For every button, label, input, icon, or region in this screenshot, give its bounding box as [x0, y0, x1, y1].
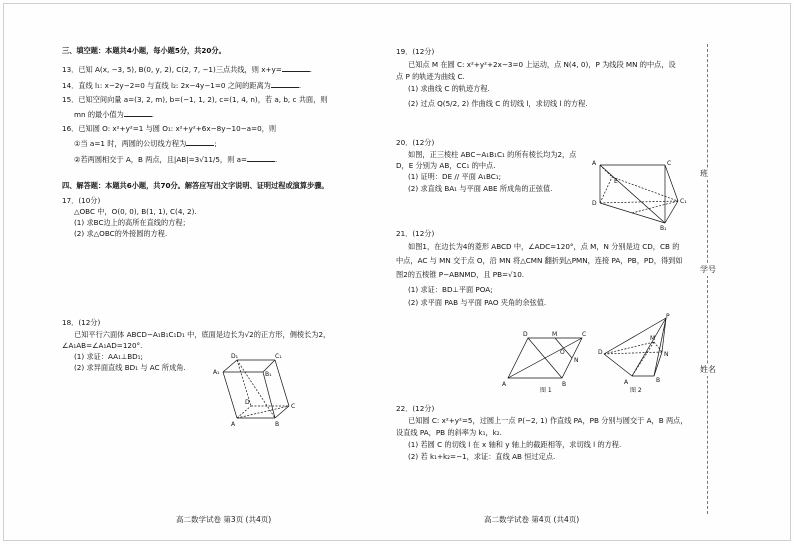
question-22-text-cont: 设直线 PA，PB 的斜率为 k₁，k₂. [396, 428, 502, 437]
page-4 [390, 0, 708, 544]
question-14: 14．直线 l₁: x−2y−2=0 与直线 l₂: 2x−4y−1=0 之间的距离为 . [62, 81, 302, 90]
question-17-part2: (2) 求△OBC的外接圆的方程. [74, 229, 168, 238]
svg-text:D₁: D₁ [231, 353, 239, 360]
question-16-part1: ①当 a=1 时，两圆的公切线方程为 ; [74, 139, 217, 148]
svg-text:B₁: B₁ [660, 225, 667, 230]
question-19-text: 已知点 M 在圆 C: x²+y²+2x−3=0 上运动，点 N(4, 0)，P 为线段 MN 的中点，设 [408, 60, 676, 69]
question-20-text-cont: D，E 分别为 AB，CC₁ 的中点. [396, 161, 496, 170]
question-18-text-cont: ∠A₁AB=∠A₁AD=120°. [62, 341, 143, 350]
svg-text:A: A [624, 379, 629, 386]
question-15: 15．已知空间向量 a=(3, 2, m), b=(−1, 1, 2), c=(1, 4, n)，若 a, b, c 共面，则 [62, 95, 328, 104]
seal-label-name: 姓名 [700, 365, 716, 374]
page-3 [0, 0, 390, 544]
question-19: 19．(12分) [396, 47, 435, 56]
question-21: 21．(12分) [396, 229, 435, 238]
question-19-part2: (2) 过点 Q(5/2, 2) 作曲线 C 的切线 l，求切线 l 的方程. [408, 99, 588, 108]
svg-text:N: N [664, 351, 669, 358]
svg-text:B: B [656, 377, 661, 384]
svg-text:M: M [650, 335, 656, 342]
parallelepiped-figure [205, 350, 305, 430]
question-21-text-cont2: 图2的五棱锥 P−ABNMD，且 PB=√10. [396, 270, 525, 279]
figure-2-caption: 图 2 [630, 387, 642, 394]
question-21-text: 如图1，在边长为4的菱形 ABCD 中，∠ADC=120°，点 M，N 分别是边 CD，CB 的 [408, 242, 680, 251]
svg-text:D: D [523, 331, 528, 338]
rhombus-figure-1 [498, 328, 598, 393]
svg-text:N: N [574, 357, 579, 364]
svg-text:C: C [667, 160, 672, 167]
question-15-cont: mn 的最小值为 . [74, 110, 155, 119]
question-22: 22．(12分) [396, 404, 435, 413]
svg-text:A₁: A₁ [213, 369, 220, 376]
svg-text:C: C [582, 331, 587, 338]
svg-text:A: A [592, 160, 597, 167]
svg-text:B₁: B₁ [265, 371, 272, 378]
question-22-part2: (2) 若 k₁+k₂=−1，求证：直线 AB 恒过定点. [408, 452, 556, 461]
svg-text:B: B [275, 421, 280, 428]
question-18-text: 已知平行六面体 ABCD−A₁B₁C₁D₁ 中，底面是边长为√2的正方形，侧棱长为2， [74, 330, 331, 339]
question-21-part1: (1) 求证：BD⊥平面 POA; [408, 285, 493, 294]
seal-label-id: 学号 [700, 265, 716, 274]
question-16: 16．已知圆 O: x²+y²=1 与圆 O₁: x²+y²+6x−8y−10−a=0，则 [62, 124, 277, 133]
svg-text:O: O [560, 349, 565, 356]
seal-label-class: 班 [700, 169, 708, 178]
question-22-part1: (1) 若圆 C 的切线 l 在 x 轴和 y 轴上的截距相等，求切线 l 的方程. [408, 440, 622, 449]
pyramid-figure-2 [598, 312, 678, 394]
svg-text:D: D [245, 399, 250, 406]
question-17-part1: (1) 求BC边上的高所在直线的方程； [74, 218, 190, 227]
question-20-text: 如图，正三棱柱 ABC−A₁B₁C₁ 的所有棱长均为2，点 [408, 150, 577, 159]
svg-text:A: A [231, 421, 236, 428]
svg-text:E: E [614, 178, 618, 185]
question-19-part1: (1) 求曲线 C 的轨迹方程. [408, 84, 490, 93]
question-21-part2: (2) 求平面 PAB 与平面 PAO 夹角的余弦值. [408, 298, 547, 307]
question-18-part1: (1) 求证：AA₁⊥BD₁; [74, 352, 143, 361]
question-20: 20．(12分) [396, 138, 435, 147]
question-13: 13．已知 A(x, −3, 5), B(0, y, 2), C(2, 7, −1)三点共线，则 x+y= . [62, 65, 313, 74]
question-19-text-cont: 点 P 的轨迹为曲线 C. [396, 72, 465, 81]
svg-text:B: B [562, 381, 567, 388]
prism-figure [590, 155, 690, 230]
svg-text:M: M [552, 331, 558, 338]
svg-text:C₁: C₁ [275, 353, 282, 360]
svg-text:D: D [598, 349, 603, 356]
svg-text:A: A [502, 381, 507, 388]
question-17: 17．(10分) [62, 196, 101, 205]
question-16-part2: ②若两圆相交于 A，B 两点，且|AB|=3√11/5，则 a= . [74, 155, 278, 164]
question-21-text-cont: 中点，AC 与 MN 交于点 O，沿 MN 将△CMN 翻折到△PMN，连接 PA，PB，PD，得到如 [396, 256, 683, 265]
figure-1-caption: 图 1 [540, 387, 552, 393]
section-4-title: 四、解答题：本题共6小题，共70分。解答应写出文字说明、证明过程或演算步骤。 [62, 181, 329, 190]
page-4-footer: 高二数学试卷 第4页 (共4页) [484, 515, 580, 524]
question-18: 18．(12分) [62, 318, 101, 327]
question-20-part2: (2) 求直线 BA₁ 与平面 ABE 所成角的正弦值. [408, 184, 553, 193]
question-18-part2: (2) 求异面直线 BD₁ 与 AC 所成角. [74, 363, 186, 372]
svg-text:C₁: C₁ [680, 198, 687, 205]
svg-text:P: P [666, 313, 670, 320]
svg-text:C: C [291, 403, 296, 410]
seal-line [707, 44, 708, 514]
page-3-footer: 高二数学试卷 第3页 (共4页) [176, 515, 272, 524]
question-22-text: 已知圆 C: x²+y²=5，过圆上一点 P(−2, 1) 作直线 PA，PB 分别与圆交于 A，B 两点， [408, 416, 688, 425]
svg-text:D: D [592, 200, 597, 207]
question-17-text: △OBC 中，O(0, 0), B(1, 1), C(4, 2). [74, 207, 197, 216]
question-20-part1: (1) 证明：DE // 平面 A₁BC₁; [408, 172, 502, 181]
section-3-title: 三、填空题：本题共4小题，每小题5分，共20分。 [62, 46, 226, 55]
